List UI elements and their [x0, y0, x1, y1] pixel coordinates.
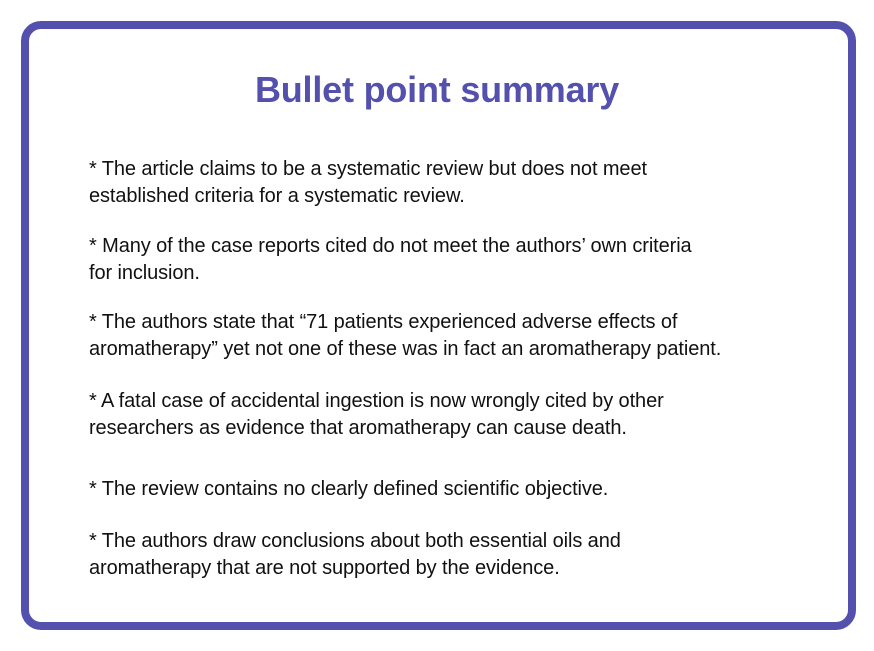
bullet-line: * Many of the case reports cited do not meet the authors’ own criteria — [89, 235, 692, 257]
slide-title: Bullet point summary — [254, 69, 620, 110]
bullet-line: * The review contains no clearly defined scientific objective. — [89, 478, 609, 500]
bullet-item-4 — [89, 388, 829, 442]
bullet-line: * The article claims to be a systematic review but does not meet — [89, 158, 647, 180]
bullet-line: for inclusion. — [89, 262, 200, 284]
bullet-line: established criteria for a systematic review. — [89, 185, 465, 207]
bullet-item-6 — [89, 528, 829, 582]
bullet-line: aromatherapy” yet not one of these was in fact an aromatherapy patient. — [89, 338, 722, 360]
bullet-line: * The authors draw conclusions about both essential oils and — [89, 530, 621, 552]
bullet-line: * The authors state that “71 patients experienced adverse effects of — [89, 311, 678, 333]
bullet-line: aromatherapy that are not supported by the evidence. — [89, 557, 560, 579]
bullet-line: * A fatal case of accidental ingestion is now wrongly cited by other — [89, 390, 664, 412]
bullet-item-3 — [89, 309, 829, 363]
bullet-line: researchers as evidence that aromatherapy can cause death. — [89, 417, 627, 439]
bullet-item-2 — [89, 233, 829, 287]
bullet-item-1 — [89, 156, 829, 210]
bullet-item-5 — [89, 476, 829, 503]
